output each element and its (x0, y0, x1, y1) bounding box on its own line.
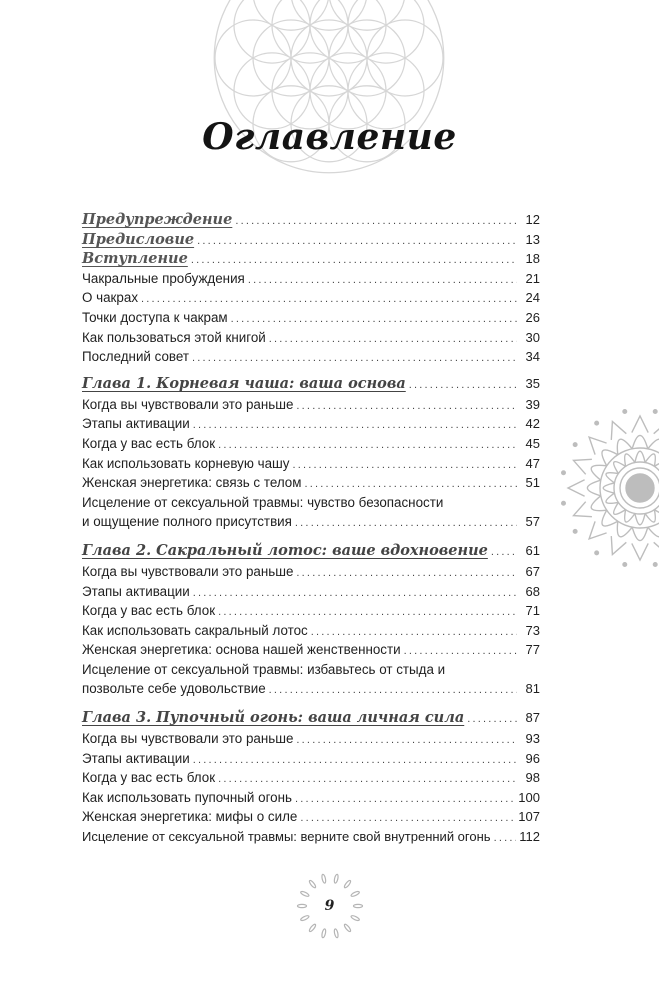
toc-entry-label: Женская энергетика: связь с телом (82, 475, 302, 491)
toc-entry-multiline[interactable] (82, 493, 540, 534)
toc-entry-label: Вступление (82, 250, 188, 268)
toc-entry-label: Исцеление от сексуальной травмы: верните свой внутренний огонь (82, 829, 491, 845)
toc-entry-label: Женская энергетика: мифы о силе (82, 809, 298, 825)
leader-dots (269, 681, 517, 701)
toc-chapter-2[interactable] (82, 540, 540, 562)
toc-entry-label: Предупреждение (82, 211, 233, 228)
toc-entry-page: 30 (525, 329, 540, 345)
toc-entry-label: Как пользоваться этой книгой (82, 329, 266, 345)
toc-entry[interactable] (82, 582, 540, 602)
toc-entry-label: Чакральные пробуждения (82, 270, 245, 286)
toc-entry-page: 96 (525, 750, 540, 766)
toc-chapter-3[interactable] (82, 707, 540, 729)
table-of-contents (82, 210, 540, 847)
toc-entry[interactable] (82, 414, 540, 434)
toc-entry-label: Этапы активации (82, 583, 190, 599)
toc-entry-page: 21 (525, 270, 540, 286)
toc-entry[interactable] (82, 347, 540, 367)
toc-entry-page: 71 (525, 603, 540, 619)
toc-chapter-label: Глава 2. Сакральный лотос: ваше вдохновение (82, 541, 488, 559)
toc-entry-label: Последний совет (82, 349, 190, 365)
toc-entry-page: 61 (525, 542, 540, 558)
toc-entry-multiline[interactable] (82, 660, 540, 701)
toc-entry-label-line: и ощущение полного присутствия (82, 514, 292, 530)
toc-entry-page: 12 (525, 212, 540, 227)
toc-entry[interactable] (82, 288, 540, 308)
toc-entry-label: О чакрах (82, 290, 139, 306)
toc-entry[interactable] (82, 807, 540, 827)
toc-entry[interactable] (82, 473, 540, 493)
toc-entry-introduction[interactable] (82, 249, 540, 269)
page-title: Оглавление (202, 116, 457, 158)
toc-entry[interactable] (82, 621, 540, 641)
toc-entry-page: 57 (525, 514, 540, 530)
toc-entry-page: 107 (518, 809, 540, 825)
toc-entry-page: 13 (525, 231, 540, 247)
leader-dots (295, 514, 517, 534)
toc-entry-preface[interactable] (82, 230, 540, 250)
toc-entry-label: Как использовать корневую чашу (82, 455, 290, 471)
toc-entry-page: 77 (525, 642, 540, 658)
leader-dots (494, 829, 517, 849)
toc-entry[interactable] (82, 328, 540, 348)
toc-entry[interactable] (82, 827, 540, 847)
toc-entry-label: Когда вы чувствовали это раньше (82, 563, 294, 579)
toc-entry-page: 112 (519, 829, 540, 845)
toc-entry-page: 93 (525, 731, 540, 747)
toc-chapter-label: Глава 3. Пупочный огонь: ваша личная сила (82, 709, 465, 727)
page-number: 9 (324, 898, 335, 914)
toc-entry[interactable] (82, 269, 540, 289)
toc-entry[interactable] (82, 640, 540, 660)
toc-entry-page: 51 (525, 475, 540, 491)
toc-entry-page: 67 (525, 563, 540, 579)
toc-entry[interactable] (82, 308, 540, 328)
toc-entry-page: 47 (525, 455, 540, 471)
toc-entry-page: 39 (525, 396, 540, 412)
toc-entry[interactable] (82, 788, 540, 808)
toc-entry-label: Когда вы чувствовали это раньше (82, 731, 294, 747)
leader-dots (467, 708, 517, 730)
toc-entry-label: Как использовать сакральный лотос (82, 622, 308, 638)
toc-entry[interactable] (82, 729, 540, 749)
toc-entry-label-line: позвольте себе удовольствие (82, 681, 266, 697)
toc-entry[interactable] (82, 434, 540, 454)
toc-entry-label-line: Исцеление от сексуальной травмы: чувство безопасности (82, 494, 444, 510)
toc-entry[interactable] (82, 749, 540, 769)
toc-entry[interactable] (82, 768, 540, 788)
toc-entry-page: 98 (525, 770, 540, 786)
toc-entry-page: 34 (525, 349, 540, 365)
toc-entry-page: 42 (525, 416, 540, 432)
toc-entry-page: 100 (518, 789, 540, 805)
toc-entry-page: 45 (525, 435, 540, 451)
toc-entry-page: 87 (525, 710, 540, 726)
toc-entry-label: Предисловие (82, 230, 195, 248)
toc-chapter-1[interactable] (82, 373, 540, 395)
toc-entry-label: Как использовать пупочный огонь (82, 789, 292, 805)
toc-chapter-label: Глава 1. Корневая чаша: ваша основа (82, 374, 406, 392)
toc-entry-page: 73 (525, 622, 540, 638)
toc-entry[interactable] (82, 562, 540, 582)
toc-entry-page: 68 (525, 583, 540, 599)
toc-entry-label: Точки доступа к чакрам (82, 309, 228, 325)
toc-entry-label: Женская энергетика: основа нашей женственности (82, 642, 401, 658)
toc-entry-label: Этапы активации (82, 416, 190, 432)
toc-entry-label: Когда у вас есть блок (82, 603, 216, 619)
leader-dots (192, 349, 517, 369)
toc-entry-label: Когда у вас есть блок (82, 770, 216, 786)
leader-dots (491, 541, 517, 563)
toc-entry-page: 81 (525, 681, 540, 697)
toc-entry-label: Когда вы чувствовали это раньше (82, 396, 294, 412)
toc-entry-page: 18 (525, 251, 540, 267)
toc-entry[interactable] (82, 601, 540, 621)
toc-entry[interactable] (82, 454, 540, 474)
leader-dots (409, 374, 517, 396)
toc-entry-label: Когда у вас есть блок (82, 435, 216, 451)
toc-entry-page: 24 (525, 290, 540, 306)
toc-entry-label-line: Исцеление от сексуальной травмы: избавьтесь от стыда и (82, 661, 446, 677)
toc-entry-label: Этапы активации (82, 750, 190, 766)
toc-entry-page: 35 (525, 375, 540, 391)
toc-entry[interactable] (82, 395, 540, 415)
toc-entry-warning[interactable] (82, 210, 540, 230)
toc-entry-page: 26 (525, 309, 540, 325)
